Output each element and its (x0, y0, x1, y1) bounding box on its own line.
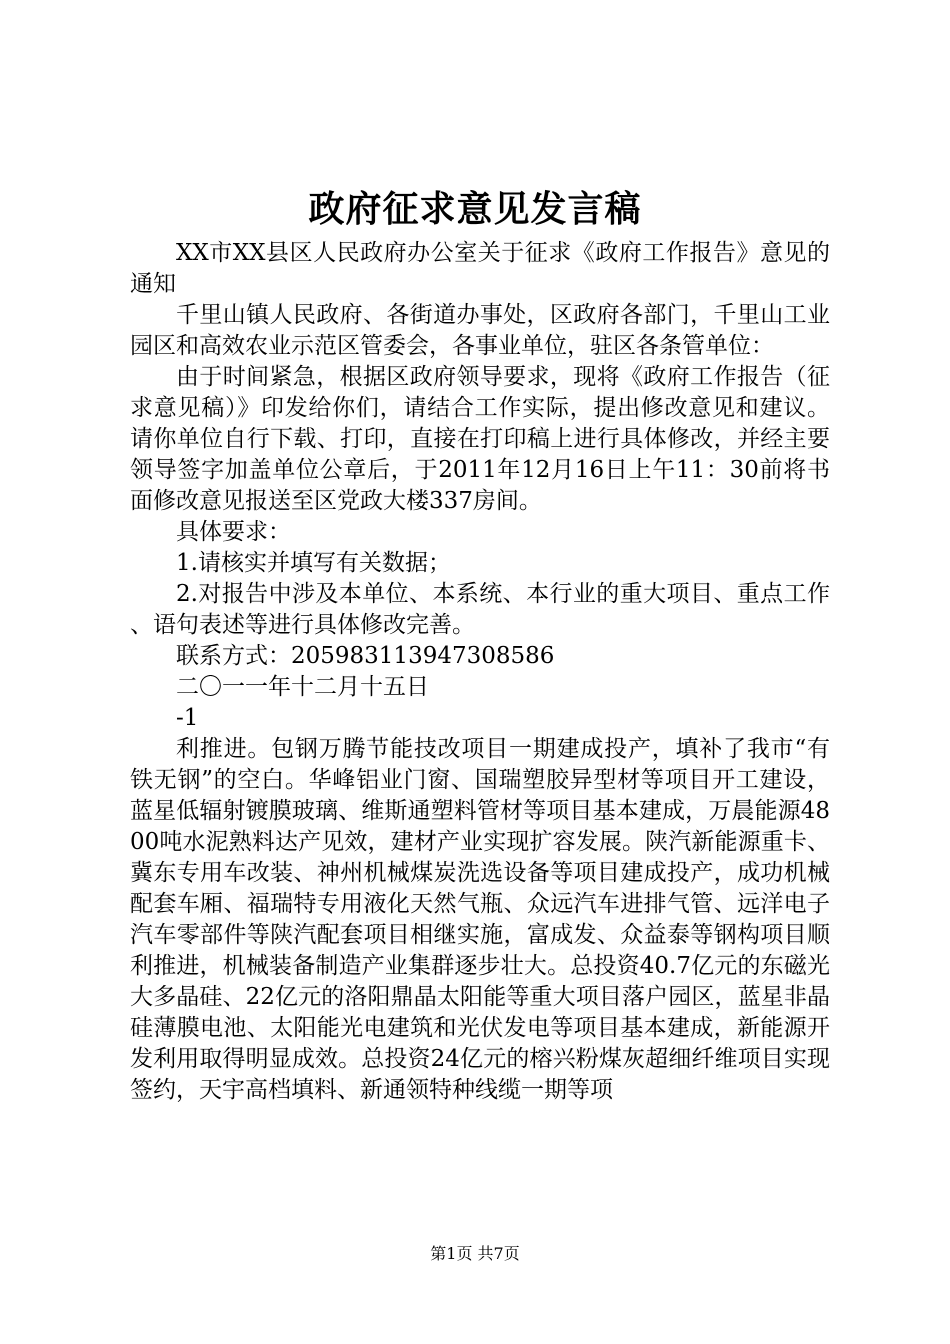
page-footer: 第1页 共7页 (430, 1244, 520, 1263)
requirements-heading: 具体要求： (176, 519, 291, 545)
report-excerpt-paragraph: 利推进。包钢万腾节能技改项目一期建成投产，填补了我市“有铁无钢”的空白。华峰铝业门窗、国瑞塑胶异型材等项目开工建设，蓝星低辐射镀膜玻璃、维斯通塑料管材等项目基本建成，万晨能源4800吨水泥熟料达产见效，建材产业实现扩容发展。陕汽新能源重卡、冀东专用车改装、神州机械煤炭洗选设备等项目建成投产，成功机械配套车厢、福瑞特专用液化天然气瓶、众远汽车进排气管、远洋电子汽车零部件等陕汽配套项目相继实施，富成发、众益泰等钢构项目顺利推进，机械装备制造产业集群逐步壮大。总投资40.7亿元的东磁光大多晶硅、22亿元的洛阳鼎晶太阳能等重大项目落户园区，蓝星非晶硅薄膜电池、太阳能光电建筑和光伏发电等项目基本建成，新能源开发利用取得明显成效。总投资24亿元的榕兴粉煤灰超细纤维项目实现签约，天宇高档填料、新通领特种线缆一期等项 (130, 736, 830, 1103)
addressee-paragraph: 千里山镇人民政府、各街道办事处，区政府各部门，千里山工业园区和高效农业示范区管委会，各事业单位，驻区各条管单位： (130, 302, 830, 359)
notice-heading: XX市XX县区人民政府办公室关于征求《政府工作报告》意见的通知 (130, 240, 830, 297)
instruction-paragraph: 由于时间紧急，根据区政府领导要求，现将《政府工作报告（征求意见稿）》印发给你们，请结合工作实际，提出修改意见和建议。请你单位自行下载、打印，直接在打印稿上进行具体修改，并经主要领导签字加盖单位公章后，于2011年12月16日上午11：30前将书面修改意见报送至区党政大楼337房间。 (130, 364, 830, 514)
page-marker: -1 (176, 705, 199, 731)
document-body (130, 238, 830, 1106)
requirement-item-2: 2.对报告中涉及本单位、本系统、本行业的重大项目、重点工作、语句表述等进行具体修改完善。 (130, 581, 830, 638)
contact-line: 联系方式：205983113947308586 (176, 643, 555, 669)
date-line: 二〇一一年十二月十五日 (176, 674, 429, 700)
requirement-item-1: 1.请核实并填写有关数据； (176, 550, 451, 576)
document-title: 政府征求意见发言稿 (308, 188, 642, 230)
